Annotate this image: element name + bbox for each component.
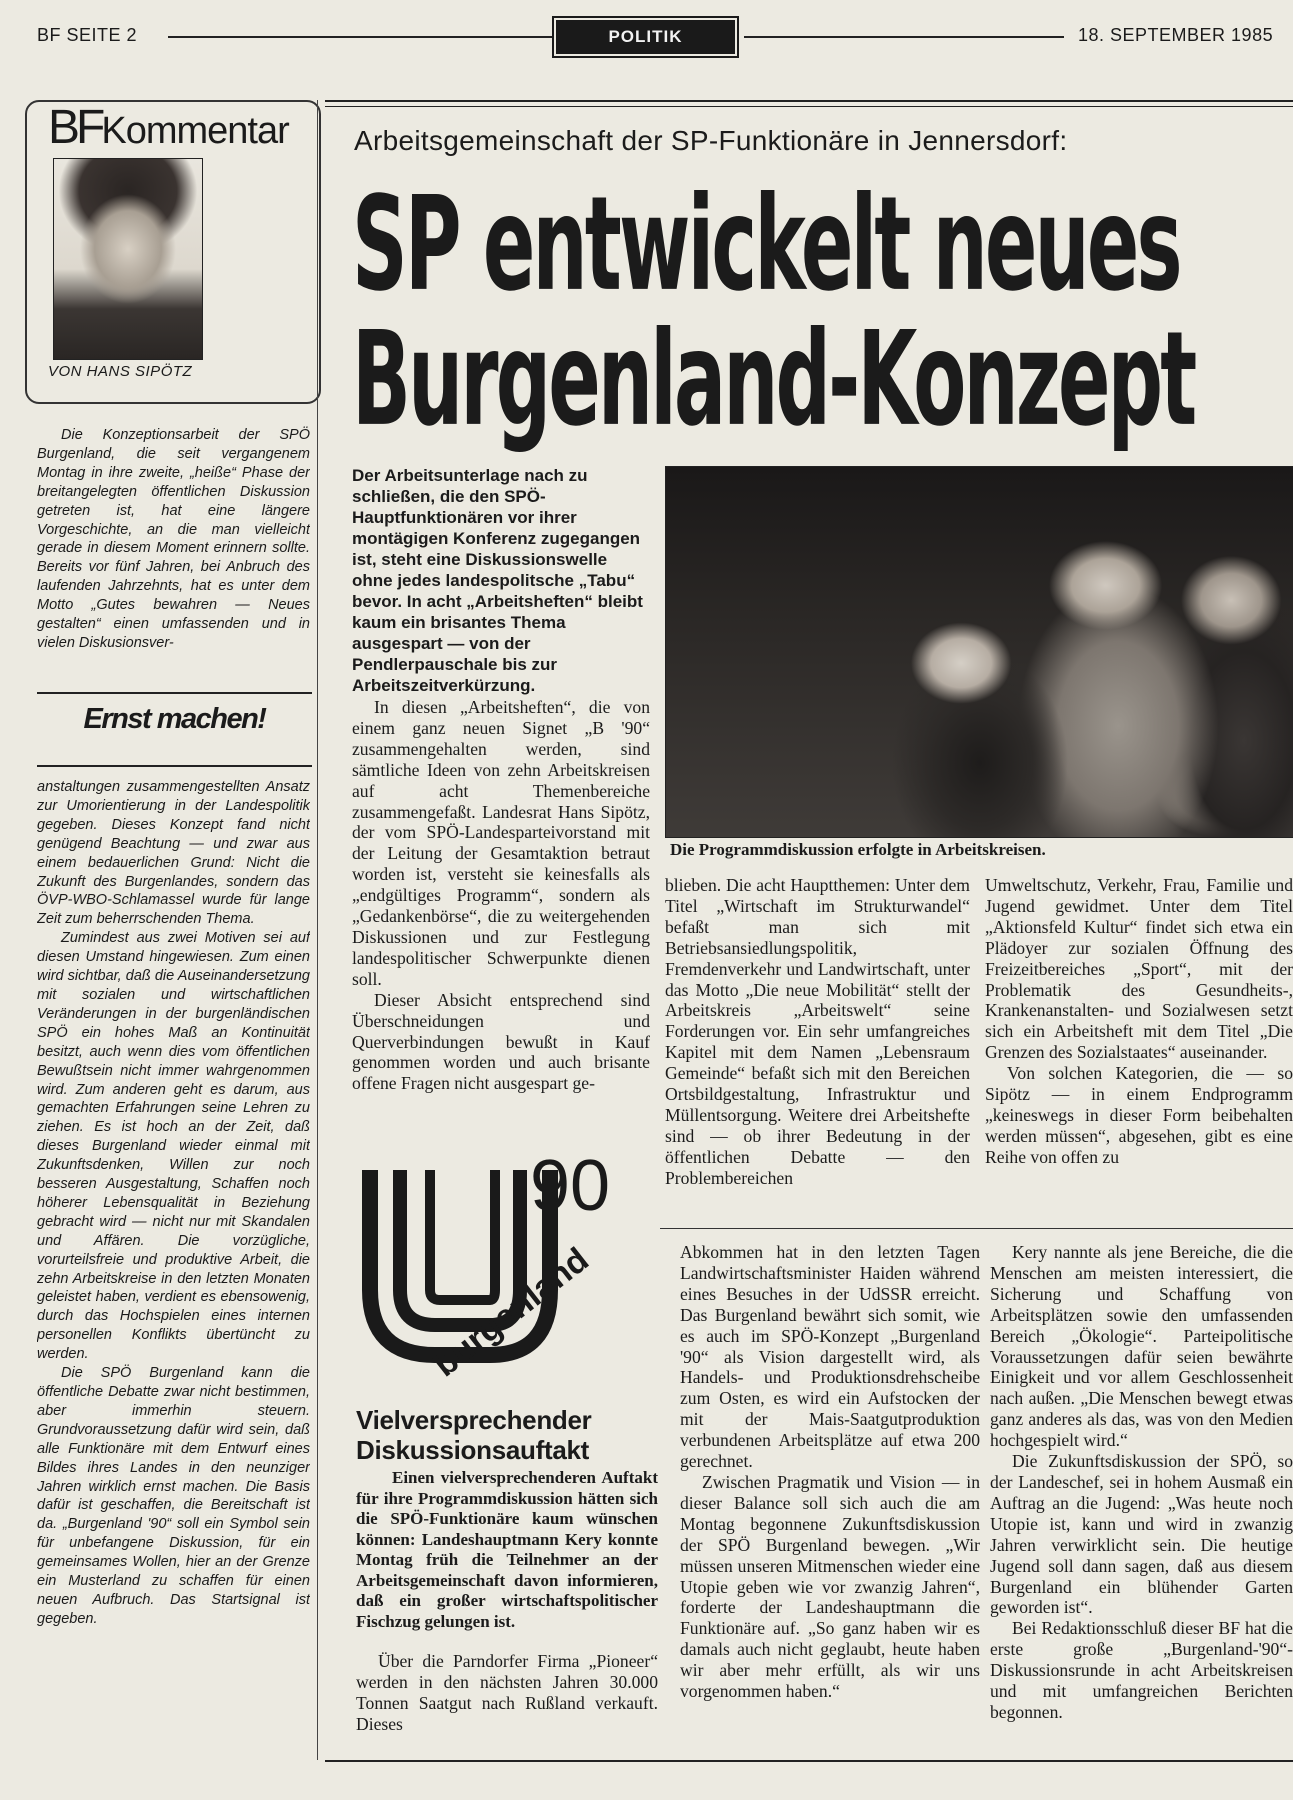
article-body-col2 <box>665 875 970 1189</box>
article-body-col3 <box>985 875 1293 1210</box>
kommentar-subhead: Ernst machen! <box>83 703 266 735</box>
photo-caption: Die Programmdiskussion erfolgte in Arbeitskreisen. <box>670 840 1046 859</box>
article-paragraph: blieben. Die acht Hauptthemen: Unter dem Titel „Wirtschaft im Strukturwandel“ befaßt man sich mit Betriebsansiedlungspolitik, Fremdenverkehr und Landwirtschaft, unter das Motto „Die neue Mobilität“ stellt der Arbeitskreis „Arbeitswelt“ seine Forderungen vor. Ein sehr umfangreiches Kapitel mit dem Namen „Lebensraum Gemeinde“ befaßt sich mit den Bereichen Ortsbildgestaltung, Infrastruktur und Müllentsorgung. Weitere drei Arbeitshefte sind — ob ihrer Bedeutung in der öffentlichen Debatte — den Problembereichen <box>665 875 970 1188</box>
box-body-col2 <box>680 1242 980 1702</box>
kommentar-text-main <box>37 778 310 1726</box>
section-rule <box>660 1228 1293 1229</box>
article-top-rule-thin <box>325 106 1293 107</box>
discussion-photo <box>665 466 1293 838</box>
kommentar-title-word: Kommentar <box>101 110 289 152</box>
box-headline-line-2: Diskussionsauftakt <box>356 1435 590 1465</box>
article-body-col1 <box>352 697 650 1094</box>
box-paragraph: Die Zukunftsdiskussion der SPÖ, so der Landeschef, sei in hohem Ausmaß ein Auftrag an die Jugend: „Was heute noch Utopie ist, kann und wird in zwanzig Jahren verwirklicht sein. Die heutige Jugend soll dann sagen, daß aus diesem Burgenland ein blühender Garten geworden ist“. <box>990 1451 1293 1618</box>
kommentar-paragraph: Die Konzeptionsarbeit der SPÖ Burgenland, die seit vergangenem Montag in ihre zweite, „heiße“ Phase der breitangelegten öffentlichen Diskussion getreten ist, hat eine längere Vorgeschichte, an die man vielleicht gerade in diesem Moment erinnern sollte. Bereits vor fünf Jahren, bei Anbruch des laufenden Jahrzehnts, hat es unter dem Motto „Gutes bewahren — Neues gestalten“ einen umfassenden und in vielen Diskusionsver- <box>37 427 310 651</box>
column-divider <box>317 100 318 1760</box>
kommentar-title <box>48 100 289 155</box>
article-lead: Der Arbeitsunterlage nach zu schließen, die den SPÖ-Hauptfunktionären vor ihrer montägigen Konferenz zugegangen ist, steht eine Diskussionswelle ohne jedes landespolitsche „Tabu“ bevor. In acht „Arbeitsheften“ bleibt kaum ein brisantes Thema ausgespart — von der Pendlerpauschale bis zur Arbeitszeitverkürzung. <box>352 466 643 695</box>
subhead-rule-bottom <box>37 765 312 767</box>
box-paragraph: Über die Parndorfer Firma „Pioneer“ werden in den nächsten Jahren 30.000 Tonnen Saatgut nach Rußland verkauft. Dieses <box>356 1651 658 1734</box>
box-lead-paragraph: Einen vielversprechenderen Auftakt für ihre Programmdiskussion hätten sich die SPÖ-Funktionäre kaum wünschen können: Landeshauptmann Kery konnte Montag früh die Teilnehmer an der Arbeitsgemeinschaft davon informieren, daß ein großer wirtschaftspolitischer Fischzug gelungen ist. <box>356 1468 658 1631</box>
article-paragraph: Umweltschutz, Verkehr, Frau, Familie und Jugend gewidmet. Unter dem Titel „Aktionsfeld Kultur“ findet sich etwa ein Plädoyer zur sozialen Öffnung des Freizeitbereiches „Sport“, mit der Problematik des Gesundheits-, Krankenanstalten- und Sozialwesen setzt sich ein Arbeitsheft mit dem Titel „Die Grenzen des Sozialstaates“ auseinander. <box>985 875 1293 1063</box>
box-body-col1 <box>356 1651 658 1735</box>
box-lead <box>356 1468 658 1632</box>
headline-line-2: Burgenland-Konzept <box>352 303 1195 455</box>
author-portrait <box>53 158 203 360</box>
box-body-col3 <box>990 1242 1293 1762</box>
kommentar-paragraph: Zumindest aus zwei Motiven sei auf diesen Umstand hingewiesen. Zum einen wird sichtbar, daß die Auseinandersetzung mit sozialen und wirtschaftlichen Veränderungen in der burgenländischen SPÖ ein hohes Maß an Kontinuität besitzt, auch wenn dies vom öffentlichen Bewußtsein nicht immer wahrgenommen wird. Zum anderen geht es darum, aus gemachten Erfahrungen seine Lehren zu ziehen. Es ist hoch an der Zeit, daß dieses Burgenland wieder einmal mit Zukunftsdenken, Willen zur noch besseren Ausgestaltung, Schaffen noch höherer Lebensqualität in Beziehung gebracht wird — nicht nur mit Skandalen und Affären. Die vorzügliche, vorurteilsfreie und produktive Arbeit, die zehn Arbeitskreise in den letzten Monaten geleistet haben, verdient es ebensowenig, durch das Hochspielen eines internen personellen Konflikts übertüncht zu werden. <box>37 930 310 1363</box>
article-paragraph: Von solchen Kategorien, die — so Sipötz — in einem Endprogramm „keineswegs in dieser Form beibehalten werden müssen“, abgesehen, gibt es eine Reihe von offen zu <box>985 1063 1293 1167</box>
logo-number: 90 <box>530 1146 611 1226</box>
kommentar-paragraph: anstaltungen zusammengestellten Ansatz zur Umorientierung in der Landespolitik gegeben. Dieses Konzept fand nicht genügend Beachtung — und zwar aus einem bedauerlichen Grund: Nicht die Zukunft des Burgenlandes, sondern das ÖVP-WBO-Schlamassel wurde für lange Zeit zum beherrschenden Thema. <box>37 779 310 928</box>
burgenland-90-logo <box>340 1140 650 1400</box>
header-rule-left <box>168 36 553 38</box>
logo-word: burgenland <box>426 1240 596 1385</box>
box-paragraph: Bei Redaktionsschluß dieser BF hat die erste große „Burgenland-'90“-Diskussionsrunde in acht Arbeitskreisen und mit umfangreichen Berichten begonnen. <box>990 1618 1293 1722</box>
kommentar-title-bf: BF <box>48 101 102 154</box>
article-paragraph: Dieser Absicht entsprechend sind Überschneidungen und Querverbindungen bewußt in Kauf genommen worden und auch brisante offene Fragen nicht ausgespart ge- <box>352 989 650 1094</box>
header-rule-right <box>744 36 1064 38</box>
author-byline: VON HANS SIPÖTZ <box>48 363 193 380</box>
kommentar-text-intro <box>37 426 310 674</box>
headline-line-1: SP entwickelt neues <box>352 168 1180 320</box>
box-headline-line-1: Vielversprechender <box>356 1405 592 1435</box>
bottom-rule <box>325 1760 1293 1762</box>
page-number: BF SEITE 2 <box>37 25 138 45</box>
article-paragraph: In diesen „Arbeitsheften“, die von einem ganz neuen Signet „B '90“ zusammengehalten werden, sind sämtliche Ideen von zehn Arbeitskreisen auf acht Themenbereiche zusammengefaßt. Landesrat Hans Sipötz, der vom SPÖ-Landesparteivorstand mit der Leitung der Gesamtaktion betraut worden ist, versteht sie keinesfalls als „endgültiges Programm“, sondern als „Gedankenbörse“, die zu weitergehenden Diskussionen und zur Festlegung landespolitischer Schwerpunkte dienen soll. <box>352 697 650 989</box>
box-paragraph: Kery nannte als jene Bereiche, die die Menschen am meisten interessiert, die Sicherung und Schaffung von Arbeitsplätzen sowie den umfassenden Bereich „Ökologie“. Parteipolitische Voraussetzungen dafür seien bewährte Einigkeit und vor allem Geschlossenheit nach außen. „Die Menschen bewegt etwas ganz anderes als das, was von den Medien hochgespielt wird.“ <box>990 1242 1293 1451</box>
box-paragraph: Zwischen Pragmatik und Vision — in dieser Balance soll sich auch die am Montag begonnene Zukunftsdiskussion der SPÖ Burgenland bewegen. „Wir müssen unseren Mitmenschen wieder eine Utopie geben wie vor zwanzig Jahren“, forderte der Landeshauptmann die Funktionäre auf. „So ganz haben wir es damals auch nicht geglaubt, heute haben wir aber mehr erfüllt, als wir uns vorgenommen haben.“ <box>680 1471 980 1702</box>
article-top-rule <box>325 100 1293 102</box>
section-label: POLITIK <box>556 20 735 54</box>
kommentar-paragraph: Die SPÖ Burgenland kann die öffentliche Debatte zwar nicht bestimmen, aber immerhin steuern. Grundvoraussetzung dafür wird sein, daß alle Funktionäre mit dem Entwurf eines Bildes ihres Landes in den neunziger Jahren wirklich ernst machen. Die Basis dafür ist geschaffen, die Bereitschaft ist da. „Burgenland '90“ soll ein Symbol sein für unbefangene Diskussion, für ein gemeinsames Wollen, hier an der Grenze ein Musterland zu schaffen für einen neuen Aufbruch. Das Startsignal ist gegeben. <box>37 1365 310 1627</box>
box-headline <box>356 1405 591 1465</box>
article-kicker: Arbeitsgemeinschaft der SP-Funktionäre in Jennersdorf: <box>354 125 1068 156</box>
subhead-rule-top <box>37 692 312 694</box>
box-paragraph: Abkommen hat in den letzten Tagen Landwirtschaftsminister Haiden während eines Besuches in der UdSSR erreicht. Das Burgenland bewährt sich somit, wie es auch im SPÖ-Konzept „Burgenland '90“ als Vision dargestellt wird, als Handels- und Produktionsdrehscheibe zum Osten, es wird ein Aufstocken der mit der Mais-Saatgutproduktion verbundenen Arbeitsplätze auf etwa 200 gerechnet. <box>680 1242 980 1472</box>
issue-date: 18. SEPTEMBER 1985 <box>1078 25 1274 45</box>
